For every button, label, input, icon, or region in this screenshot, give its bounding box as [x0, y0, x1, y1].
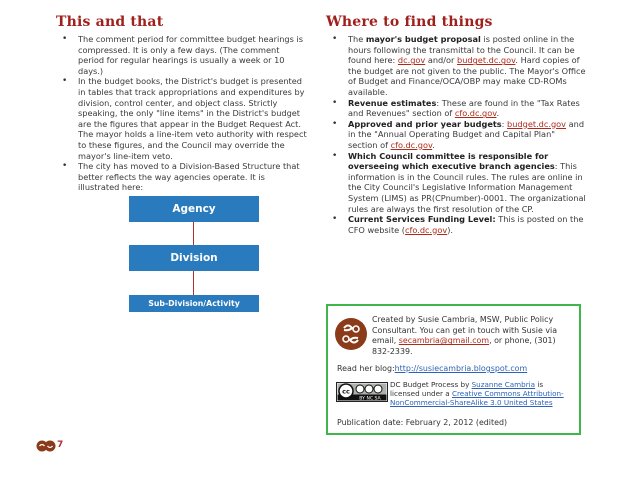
list-item: • The city has moved to a Division-Based Structure that better reflects the way agencies operate. It is illustrated here:	[56, 161, 308, 193]
right-column	[326, 14, 586, 235]
svg-text:cc: cc	[342, 387, 350, 396]
author-credit-box	[326, 304, 581, 435]
list-item: • Approved and prior year budgets: budget.dc.gov and in the "Annual Operating Budget and Capital Plan" section of cfo.dc.gov.	[326, 119, 586, 151]
org-agency-box: Agency	[129, 196, 259, 222]
author-bio: Created by Susie Cambria, MSW, Public Policy Consultant. You can get in touch with Susie via email, secambria@gmail.com, or phone, (301) 832-2339.	[372, 315, 558, 356]
org-subdivision-box: Sub-Division/Activity	[129, 295, 259, 312]
author-link[interactable]: Suzanne Cambria	[471, 380, 536, 389]
svg-text:BY NC SA: BY NC SA	[359, 396, 381, 402]
page-number: 7	[57, 440, 64, 450]
list-item: • The comment period for committee budget hearings is compressed. It is only a few days. (The comment period for regular hearings is usually a week or 10 days.)	[56, 34, 308, 76]
footer-logo-icon	[36, 437, 56, 455]
right-bullet-list	[326, 34, 586, 235]
left-bullet-list	[56, 34, 308, 193]
list-item: • Which Council committee is responsible for overseeing which executive branch agencies: This information is in the Council rules. The rules are online in the City Council's Legislative Information Management System (LIMS) as PR(CPnumber)-0001. The organizational rules are always the first resolution of the CP.	[326, 151, 586, 215]
creative-commons-badge-icon[interactable]	[336, 382, 388, 402]
connector-line	[193, 271, 194, 295]
list-item: • Current Services Funding Level: This is posted on the CFO website (cfo.dc.gov).	[326, 214, 586, 235]
budget-dc-gov-link[interactable]: budget.dc.gov	[457, 55, 516, 66]
org-division-box: Division	[129, 245, 259, 271]
list-item: • The mayor's budget proposal is posted online in the hours following the transmittal to the Council. It can be found here: dc.gov and/or budget.dc.gov. Hard copies of the budget are not given to the public. The Mayor's Office of Budget and Finance/OCA/OBP may make CD-ROMs available.	[326, 34, 586, 98]
blog-line: Read her blog:http://susiecambria.blogspot.com	[337, 364, 528, 373]
list-item: • Revenue estimates: These are found in the "Tax Rates and Revenues" section of cfo.dc.gov.	[326, 98, 586, 119]
email-link[interactable]: secambria@gmail.com	[398, 336, 490, 346]
author-logo-icon	[334, 314, 368, 354]
left-column	[56, 14, 308, 193]
cfo-dc-gov-link[interactable]: cfo.dc.gov	[405, 224, 448, 235]
dc-gov-link[interactable]: dc.gov	[397, 55, 426, 66]
cfo-dc-gov-link[interactable]: cfo.dc.gov	[390, 139, 433, 150]
publication-date: Publication date: February 2, 2012 (edited)	[337, 418, 508, 427]
license-text: DC Budget Process by Suzanne Cambria is licensed under a Creative Commons Attribution-NonCommercial-ShareAlike 3.0 United States	[390, 380, 564, 408]
where-to-find-heading: Where to find things	[326, 14, 493, 30]
budget-dc-gov-link[interactable]: budget.dc.gov	[507, 118, 567, 129]
list-item: • In the budget books, the District's budget is presented in tables that track appropriations and expenditures by division, control center, and object class. Strictly speaking, the only "line items" in the District's budget are the figures that appear in the Budget Request Act. The mayor holds a line-item veto authority with respect to these figures, and the Council may override the mayor's line-item veto.	[56, 76, 308, 161]
blog-link[interactable]: http://susiecambria.blogspot.com	[394, 364, 528, 373]
connector-line	[193, 222, 194, 245]
cfo-dc-gov-link[interactable]: cfo.dc.gov	[454, 108, 497, 119]
this-and-that-heading: This and that	[56, 14, 164, 30]
license-link[interactable]: Creative Commons Attribution-NonCommercial-ShareAlike 3.0 United States	[390, 389, 564, 408]
